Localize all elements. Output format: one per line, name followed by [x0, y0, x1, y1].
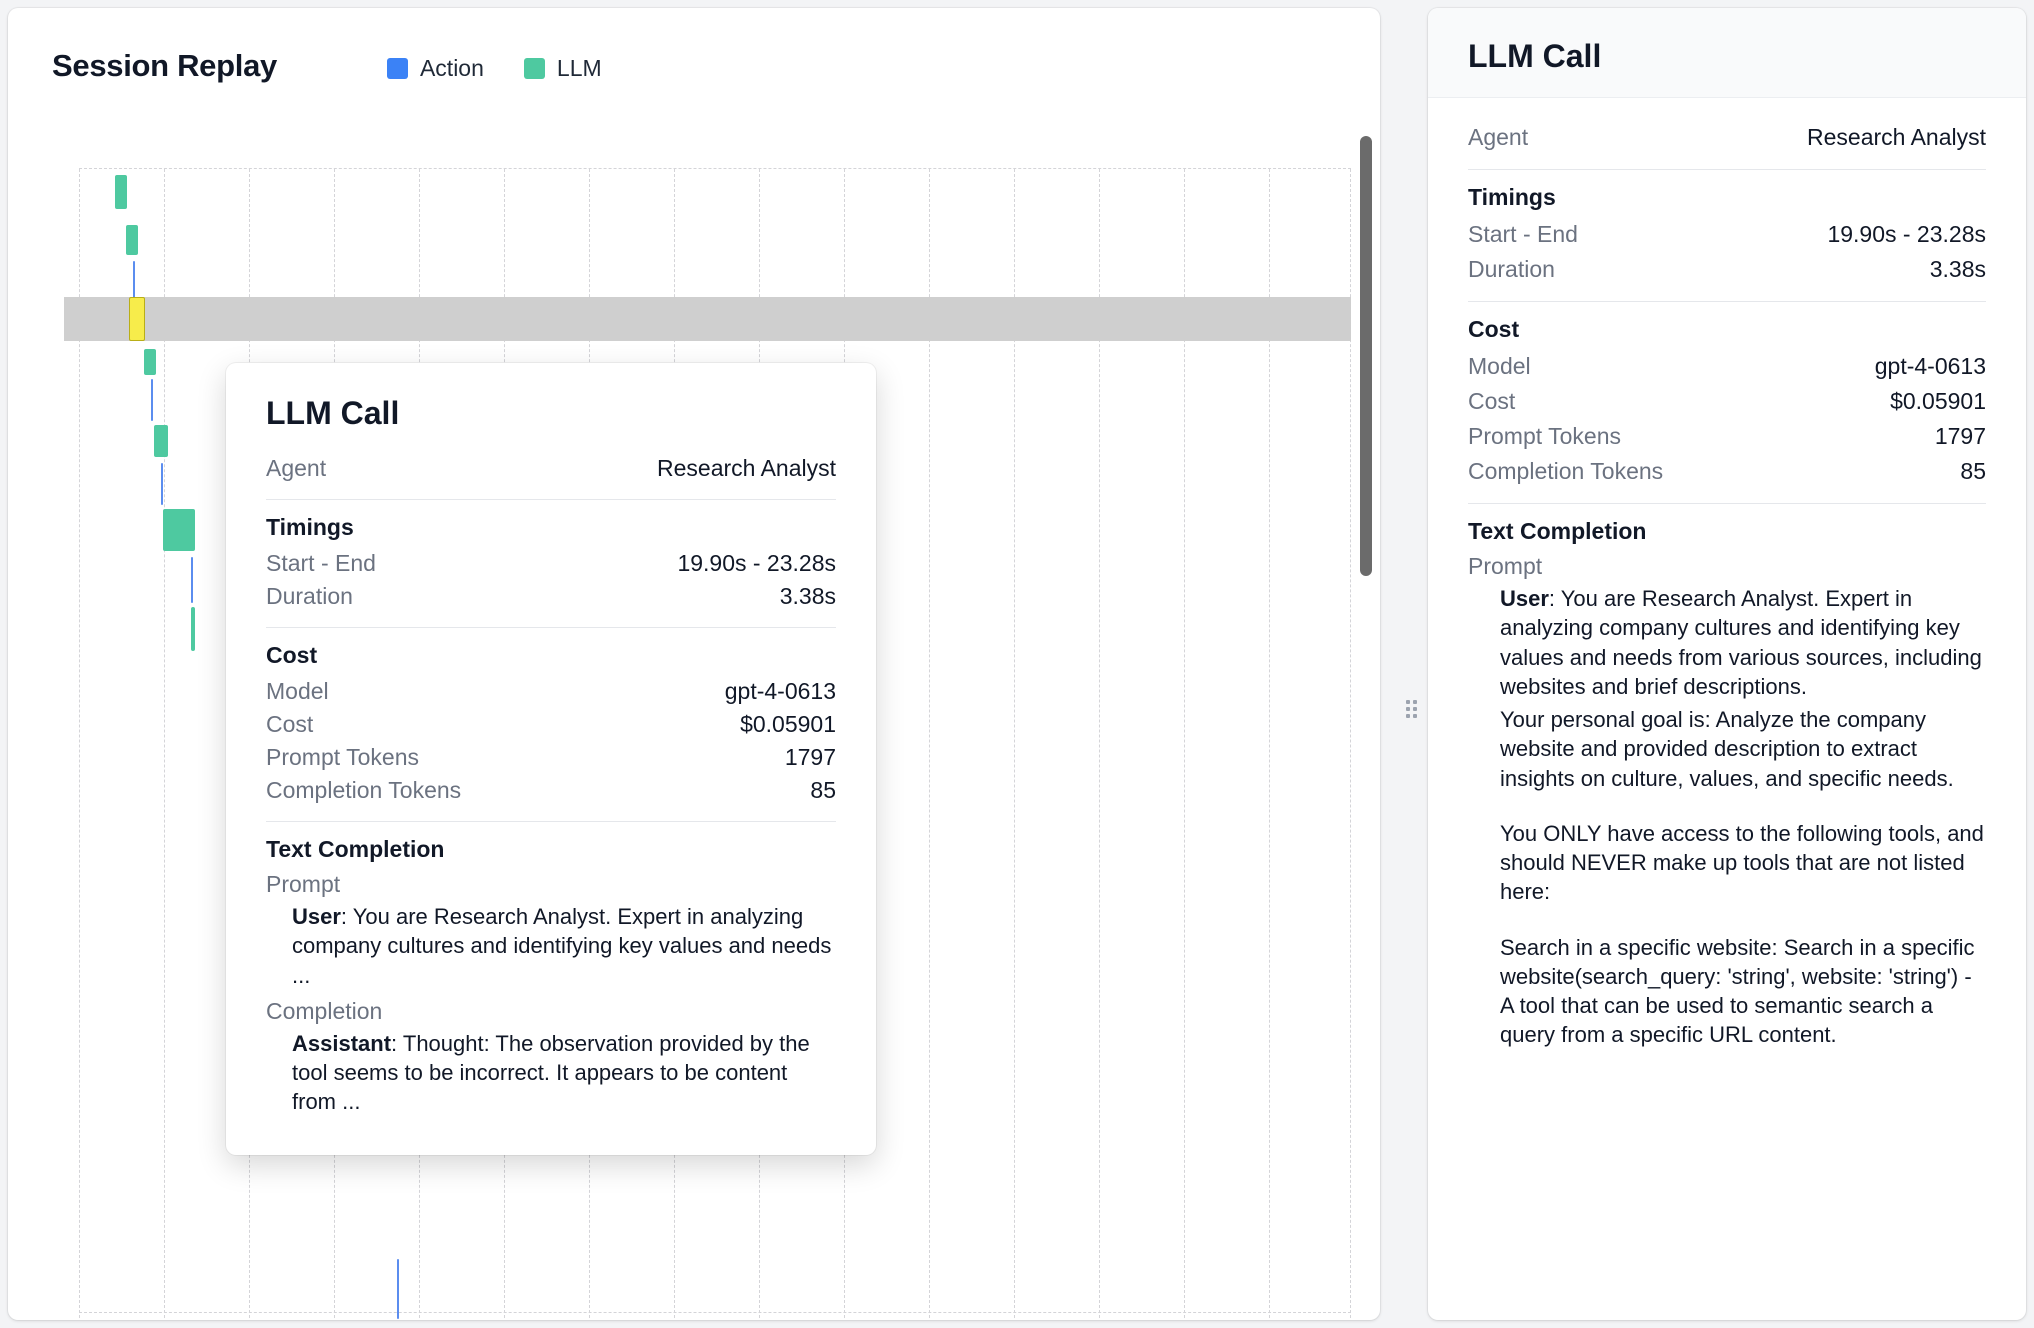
- detail-body[interactable]: [1428, 98, 2026, 1310]
- paragraph-spacer: [1468, 797, 1986, 819]
- timeline-bar-llm[interactable]: [191, 607, 195, 651]
- timeline-gridline: [1014, 169, 1015, 1318]
- timeline-bar-llm[interactable]: [154, 425, 168, 457]
- detail-prompt-label: Prompt: [1468, 553, 1543, 579]
- detail-completion-tokens-row: [1468, 454, 1986, 489]
- tooltip-agent-label: Agent: [266, 455, 327, 481]
- timeline-row-divider: [79, 1312, 1351, 1313]
- vertical-scrollbar[interactable]: [1360, 136, 1372, 1306]
- tooltip-start-end-label: Start - End: [266, 550, 376, 576]
- tooltip-agent-value: Research Analyst: [657, 455, 836, 481]
- grip-dot: [1406, 714, 1410, 718]
- tooltip-text-completion-title: Text Completion: [266, 836, 445, 862]
- grip-dot: [1406, 707, 1410, 711]
- grip-dot: [1413, 700, 1417, 704]
- detail-title: LLM Call: [1468, 38, 1602, 74]
- square-swatch-icon: [524, 58, 545, 79]
- detail-timings-title: Timings: [1468, 184, 1556, 210]
- divider: [1468, 169, 1986, 170]
- session-replay-panel: [8, 8, 1380, 1320]
- detail-completion-tokens-label: Completion Tokens: [1468, 458, 1664, 484]
- detail-prompt-role: User: [1500, 586, 1549, 611]
- detail-prompt-para-1: [1500, 584, 1986, 701]
- timeline-bar-llm[interactable]: [163, 509, 195, 551]
- detail-agent-value: Research Analyst: [1807, 124, 1986, 150]
- timeline-gridline: [1184, 169, 1185, 1318]
- timeline-gridline: [164, 169, 165, 1318]
- divider: [1468, 301, 1986, 302]
- tooltip-completion-tokens-label: Completion Tokens: [266, 777, 462, 803]
- tooltip-prompt-label: Prompt: [266, 871, 341, 897]
- timeline-bar-action[interactable]: [151, 379, 153, 421]
- tooltip-completion-label: Completion: [266, 997, 383, 1024]
- tooltip-agent-row: [266, 452, 836, 485]
- tooltip-model-value: gpt-4-0613: [724, 678, 836, 704]
- detail-prompt-para-3: You ONLY have access to the following tools, and should NEVER make up tools that are not listed here:: [1500, 820, 1984, 905]
- tooltip-cost-label: Cost: [266, 711, 314, 737]
- tooltip-prompt-tokens-row: [266, 741, 836, 774]
- legend-label-action: Action: [419, 54, 484, 81]
- divider: [266, 821, 836, 822]
- detail-start-end-row: [1468, 217, 1986, 252]
- detail-prompt-body-1: : You are Research Analyst. Expert in analyzing company cultures and identifying key values and needs from various sources, including websites and brief descriptions.: [1500, 586, 1982, 699]
- detail-start-end-label: Start - End: [1468, 221, 1578, 247]
- divider: [266, 627, 836, 628]
- detail-agent-label: Agent: [1468, 124, 1529, 150]
- timeline-selected-row[interactable]: [64, 297, 1351, 341]
- tooltip-completion-tokens-row: [266, 774, 836, 807]
- legend-item-action[interactable]: [387, 55, 484, 82]
- detail-prompt-para-2: Your personal goal is: Analyze the company website and provided description to extract insights on culture, values, and specific needs.: [1500, 707, 1954, 791]
- detail-prompt-para-4: Search in a specific website: Search in a specific website(search_query: 'string', website: 'string') - A tool that can be used to semantic search a query from a specific URL content.: [1500, 934, 1975, 1048]
- tooltip-duration-value: 3.38s: [779, 583, 836, 609]
- detail-agent-row: [1468, 120, 1986, 155]
- page-title: Session Replay: [52, 48, 277, 83]
- detail-prompt-tokens-row: [1468, 419, 1986, 454]
- tooltip-timings-title: Timings: [266, 514, 354, 540]
- detail-duration-row: [1468, 252, 1986, 287]
- detail-cost-label: Cost: [1468, 388, 1516, 414]
- grip-dot: [1413, 707, 1417, 711]
- divider: [1468, 503, 1986, 504]
- timeline-bar-action[interactable]: [397, 1259, 399, 1319]
- llm-call-detail-panel: [1428, 8, 2026, 1320]
- timeline-bar-action[interactable]: [191, 557, 193, 603]
- tooltip-start-end-row: [266, 547, 836, 580]
- llm-call-tooltip-card: [226, 363, 876, 1155]
- legend-label-llm: LLM: [556, 54, 602, 81]
- tooltip-completion-role: Assistant: [292, 1030, 392, 1056]
- tooltip-model-row: [266, 675, 836, 708]
- detail-header: [1428, 8, 2026, 98]
- timeline-bar-selected-llm[interactable]: [129, 297, 145, 341]
- tooltip-prompt-tokens-label: Prompt Tokens: [266, 744, 419, 770]
- paragraph-spacer: [1468, 911, 1986, 933]
- timeline-bar-llm[interactable]: [115, 175, 127, 209]
- tooltip-prompt-role: User: [292, 904, 341, 929]
- detail-completion-tokens-value: 85: [1960, 458, 1986, 484]
- detail-model-row: [1468, 349, 1986, 384]
- timeline-gridline: [1099, 169, 1100, 1318]
- grip-dot: [1406, 700, 1410, 704]
- legend: [387, 51, 602, 82]
- detail-duration-value: 3.38s: [1929, 256, 1986, 282]
- timeline-gridline: [79, 169, 80, 1318]
- tooltip-cost-title: Cost: [266, 642, 318, 668]
- tooltip-prompt-text: [292, 902, 836, 990]
- timeline-bar-llm[interactable]: [126, 225, 138, 255]
- detail-model-value: gpt-4-0613: [1874, 353, 1986, 379]
- detail-prompt-tokens-value: 1797: [1934, 423, 1986, 449]
- timeline-bar-action[interactable]: [161, 463, 163, 505]
- tooltip-completion-body: : Thought: The observation provided by the tool seems to be incorrect. It appears to be content from ...: [292, 1030, 810, 1115]
- timeline-gridline: [1350, 169, 1351, 1318]
- timeline-gridline: [1269, 169, 1270, 1318]
- detail-text-completion-title: Text Completion: [1468, 518, 1647, 544]
- scrollbar-thumb[interactable]: [1360, 136, 1372, 576]
- divider: [266, 499, 836, 500]
- tooltip-prompt-tokens-value: 1797: [784, 744, 836, 770]
- tooltip-duration-row: [266, 580, 836, 613]
- tooltip-title: LLM Call: [266, 395, 400, 431]
- square-swatch-icon: [387, 58, 408, 79]
- detail-prompt-tokens-label: Prompt Tokens: [1468, 423, 1621, 449]
- detail-start-end-value: 19.90s - 23.28s: [1827, 221, 1986, 247]
- tooltip-duration-label: Duration: [266, 583, 353, 609]
- detail-duration-label: Duration: [1468, 256, 1555, 282]
- timeline-bar-llm[interactable]: [144, 349, 156, 375]
- replay-header: [8, 8, 1380, 84]
- tooltip-cost-value: $0.05901: [740, 711, 836, 737]
- tooltip-model-label: Model: [266, 678, 329, 704]
- panel-resize-handle[interactable]: [1404, 698, 1418, 720]
- detail-cost-row: [1468, 384, 1986, 419]
- timeline-gridline: [929, 169, 930, 1318]
- detail-cost-title: Cost: [1468, 316, 1520, 342]
- grip-dot: [1413, 714, 1417, 718]
- detail-model-label: Model: [1468, 353, 1531, 379]
- detail-cost-value: $0.05901: [1890, 388, 1986, 414]
- legend-item-llm[interactable]: [524, 55, 602, 82]
- tooltip-prompt-body: : You are Research Analyst. Expert in analyzing company cultures and identifying key values and needs ...: [292, 904, 832, 988]
- tooltip-completion-text: [292, 1029, 836, 1117]
- tooltip-cost-row: [266, 708, 836, 741]
- tooltip-completion-tokens-value: 85: [810, 777, 836, 803]
- tooltip-start-end-value: 19.90s - 23.28s: [677, 550, 836, 576]
